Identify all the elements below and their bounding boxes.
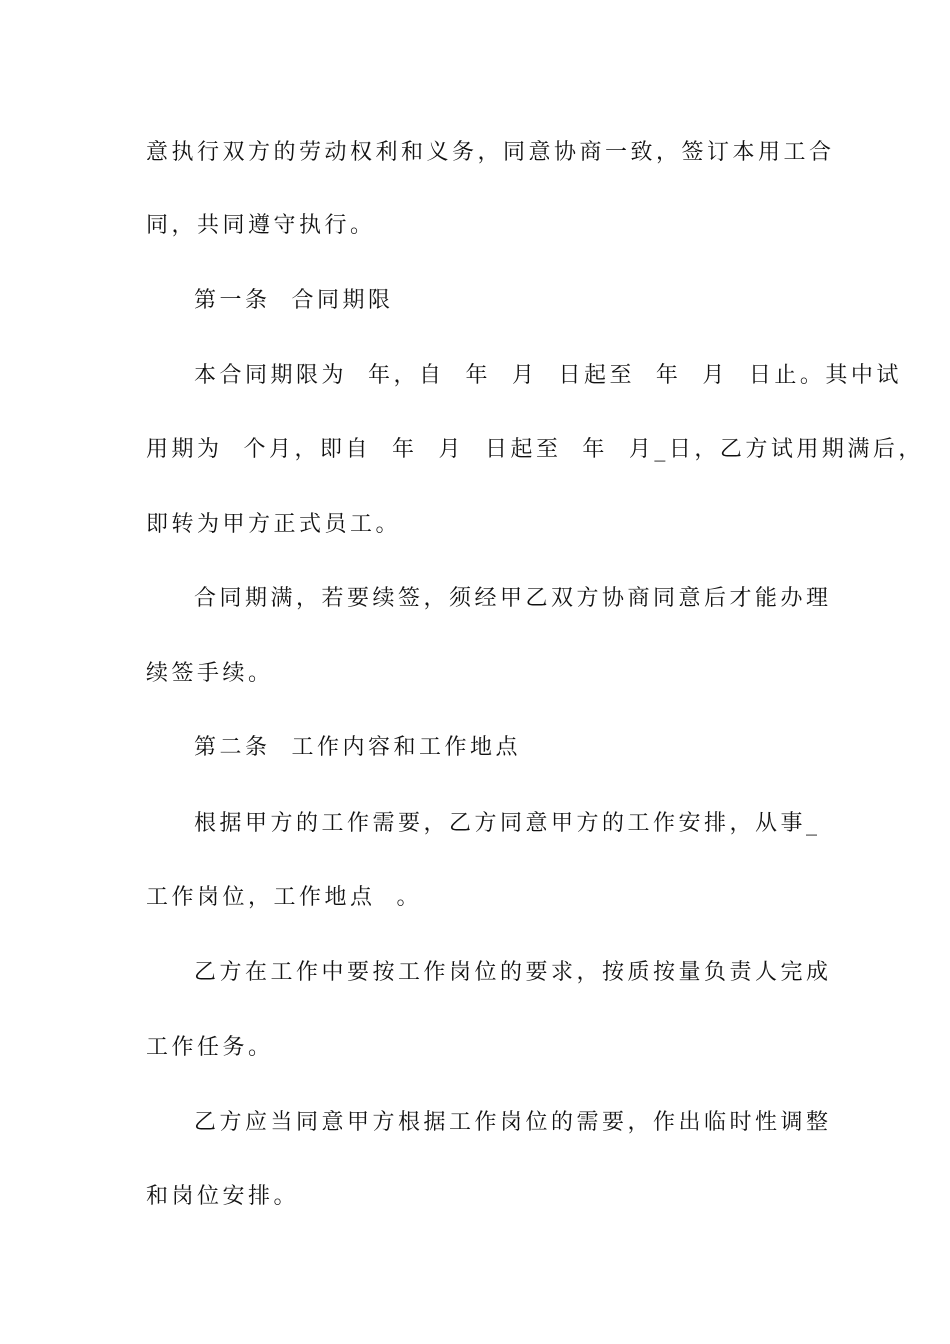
text-line: 和岗位安排。 [146,1184,300,1209]
text-line: 乙方在工作中要按工作岗位的要求，按质按量负责人完成 [194,960,832,985]
text-line: 乙方应当同意甲方根据工作岗位的需要，作出临时性调整 [194,1110,832,1135]
text-line: 工作任务。 [146,1035,274,1060]
text-line: 即转为甲方正式员工。 [146,512,402,537]
section-heading-1: 第一条 合同期限 [194,288,394,313]
section-heading-2: 第二条 工作内容和工作地点 [194,735,521,760]
text-line: 续签手续。 [146,661,274,686]
text-line: 根据甲方的工作需要，乙方同意甲方的工作安排，从事_ [194,811,821,836]
text-line: 合同期满，若要续签，须经甲乙双方协商同意后才能办理 [194,586,832,611]
text-line: 同，共同遵守执行。 [146,213,376,238]
text-line: 意执行双方的劳动权利和义务，同意协商一致，签订本用工合 [146,140,835,165]
text-line: 本合同期限为 年，自 年 月 日起至 年 月 日止。其中试 [194,363,902,388]
text-line: 工作岗位，工作地点 。 [146,885,422,910]
text-line: 用期为 个月，即自 年 月 日起至 年 月_日，乙方试用期满后， [146,437,924,462]
